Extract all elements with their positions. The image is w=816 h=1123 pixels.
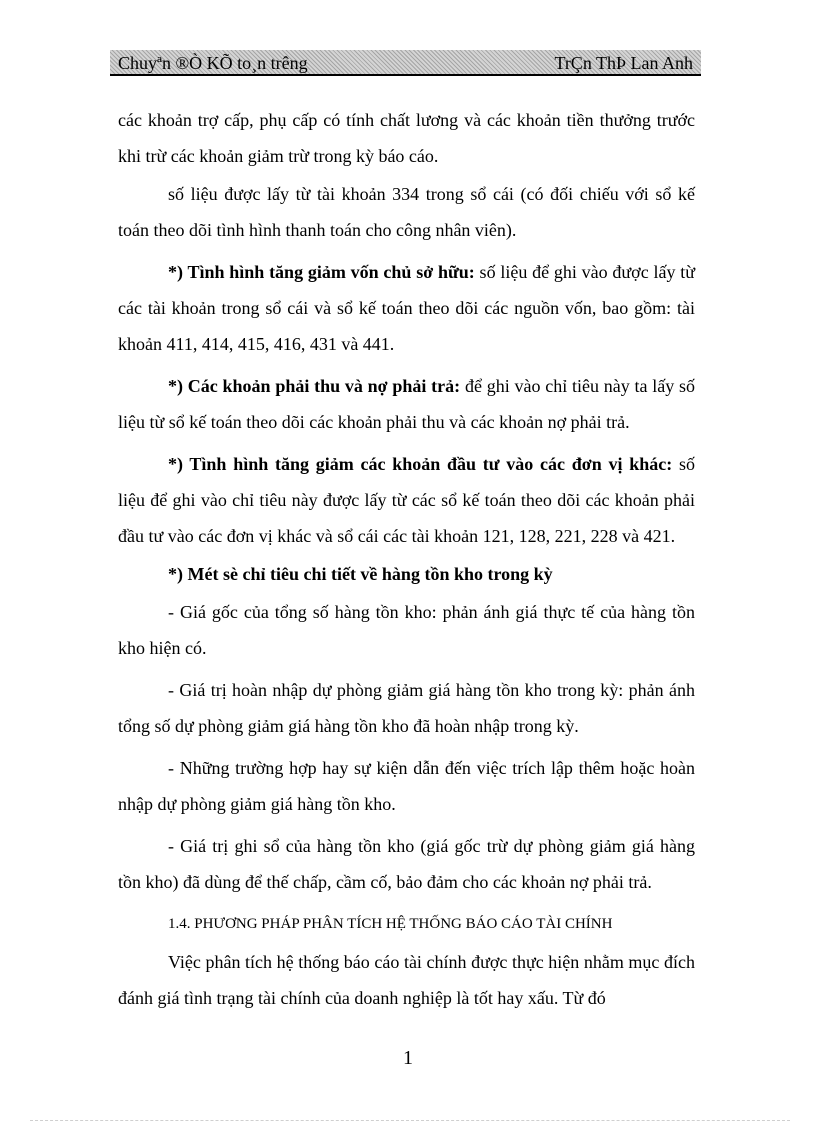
paragraph-title: *) Các khoản phải thu và nợ phải trả: [168, 376, 461, 396]
paragraph [118, 254, 695, 362]
header-left-title: Chuyªn ®Ò KÕ to¸n trêng [118, 53, 308, 73]
paragraph-title: *) Tình hình tăng giảm vốn chủ sở hữu: [168, 262, 475, 282]
paragraph [118, 556, 695, 592]
paragraph: - Giá trị hoàn nhập dự phòng giảm giá hàng tồn kho trong kỳ: phản ánh tổng số dự phòng giảm giá hàng tồn kho đã hoàn nhập trong kỳ. [118, 680, 695, 736]
paragraph [118, 368, 695, 440]
paragraph-text: để ghi vào chỉ tiêu này ta lấy số liệu từ sổ kế toán theo dõi các khoản phải thu và các khoản nợ phải trả. [118, 376, 696, 432]
header-author: TrÇn ThÞ Lan Anh [554, 53, 693, 73]
paragraph-text: số liệu để ghi vào được lấy từ các tài khoản trong sổ cái và sổ kế toán theo dõi các nguồn vốn, bao gồm: tài khoản 411, 414, 415, 416, 431 và 441. [118, 262, 695, 354]
paragraph: số liệu được lấy từ tài khoản 334 trong sổ cái (có đối chiếu với sổ kế toán theo dõi tình hình thanh toán cho công nhân viên). [118, 184, 695, 240]
paragraph: các khoản trợ cấp, phụ cấp có tính chất lương và các khoản tiền thưởng trước khi trừ các khoản giảm trừ trong kỳ báo cáo. [118, 110, 695, 166]
page-number: 1 [403, 1047, 413, 1069]
paragraph-text: số liệu để ghi vào chỉ tiêu này được lấy từ các sổ kế toán theo dõi các khoản phải đầu tư vào các đơn vị khác và sổ cái các tài khoản 121, 128, 221, 228 và 421. [118, 454, 696, 546]
paragraph [118, 446, 695, 554]
page-header [110, 50, 701, 76]
paragraph-title: *) Mét sè chỉ tiêu chi tiết về hàng tồn kho trong kỳ [168, 564, 553, 584]
paragraph: - Những trường hợp hay sự kiện dẫn đến việc trích lập thêm hoặc hoàn nhập dự phòng giảm giá hàng tồn kho. [118, 758, 695, 814]
paragraph: - Giá trị ghi sổ của hàng tồn kho (giá gốc trừ dự phòng giảm giá hàng tồn kho) đã dùng để thế chấp, cầm cố, bảo đảm cho các khoản nợ phải trả. [118, 836, 695, 892]
paragraph: Việc phân tích hệ thống báo cáo tài chính được thực hiện nhằm mục đích đánh giá tình trạng tài chính của doanh nghiệp là tốt hay xấu. Từ đó [118, 952, 695, 1008]
section-heading: 1.4. PHƯƠNG PHÁP PHÂN TÍCH HỆ THỐNG BÁO CÁO TÀI CHÍNH [168, 916, 613, 932]
paragraph-title: *) Tình hình tăng giảm các khoản đầu tư vào các đơn vị khác: [168, 454, 673, 474]
page-bottom-divider [30, 1120, 790, 1121]
paragraph: - Giá gốc của tổng số hàng tồn kho: phản ánh giá thực tế của hàng tồn kho hiện có. [118, 602, 695, 658]
page-body [118, 102, 695, 1016]
